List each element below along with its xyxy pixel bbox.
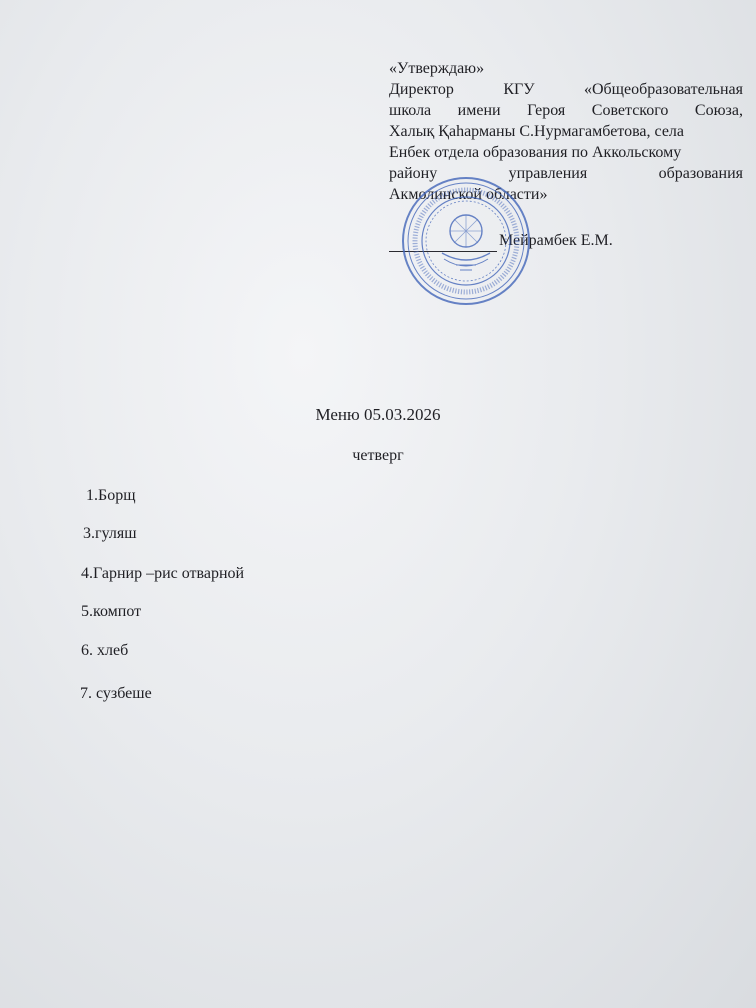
- approval-word: школа: [389, 102, 432, 119]
- round-official-seal-icon: [400, 175, 532, 307]
- menu-item: 3.гуляш: [83, 525, 137, 542]
- menu-item: 6. хлеб: [81, 642, 129, 659]
- approval-word: Советского: [591, 102, 669, 119]
- approval-heading: «Утверждаю»: [389, 60, 485, 77]
- approval-line-6: Акмолинской области»: [389, 186, 548, 203]
- approval-word: Союза,: [694, 102, 743, 119]
- menu-item: 5.компот: [81, 603, 142, 620]
- menu-item: 7. сузбеше: [80, 685, 152, 702]
- approval-line-2: [389, 100, 743, 121]
- signatory-name: Мейрамбек Е.М.: [499, 232, 613, 249]
- approval-word: Героя: [527, 102, 566, 119]
- approval-word: Директор: [389, 81, 454, 98]
- menu-item: 4.Гарнир –рис отварной: [81, 565, 245, 582]
- approval-line-3: Халық Қаһарманы С.Нурмагамбетова, села: [389, 123, 684, 140]
- approval-word: управления: [508, 165, 588, 182]
- approval-word: имени: [457, 102, 501, 119]
- approval-word: КГУ: [503, 81, 535, 98]
- approval-line-4: Енбек отдела образования по Аккольскому: [389, 144, 682, 161]
- approval-word: «Общеобразовательная: [583, 81, 743, 98]
- approval-word: образования: [658, 165, 743, 182]
- menu-day: четверг: [352, 447, 404, 464]
- menu-item: 1.Борщ: [86, 487, 136, 504]
- approval-line-1: [389, 79, 743, 100]
- approval-word: району: [389, 165, 438, 182]
- menu-title: Меню 05.03.2026: [315, 405, 441, 424]
